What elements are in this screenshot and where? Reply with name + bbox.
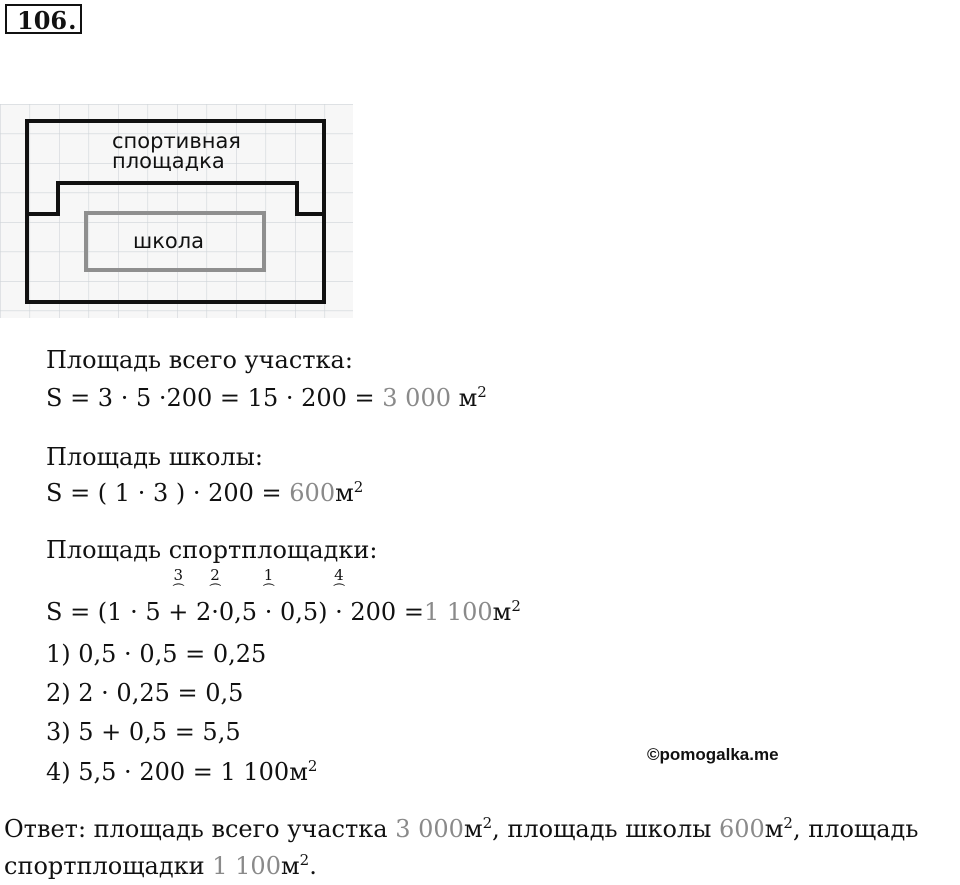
order-brace-icon: ⏜ — [262, 583, 275, 597]
site-plan-figure — [0, 104, 355, 320]
sports-label-line1: спортивная — [112, 129, 241, 153]
order-brace-icon: ⏜ — [209, 583, 221, 597]
school-label: школа — [133, 229, 205, 253]
answer-unit-1: м — [463, 815, 483, 843]
answer-text-1: Ответ: площадь всего участка — [4, 815, 396, 843]
total-unit: м — [451, 384, 478, 412]
problem-number: 106 — [17, 6, 68, 35]
answer-line-2 — [4, 852, 317, 883]
op-plus — [168, 566, 189, 626]
sport-formula-part5: 200 = — [342, 598, 424, 626]
watermark: ©pomogalka.me — [647, 745, 779, 764]
school-formula-text: S = ( 1 · 3 ) · 200 = — [46, 479, 290, 507]
total-result: 3 000 — [382, 384, 451, 412]
step-4 — [46, 758, 317, 789]
answer-sup-2: 2 — [783, 814, 793, 832]
sport-formula-part1: S = (1 · 5 — [46, 598, 169, 626]
order-4: 4 — [334, 566, 344, 584]
order-brace-icon: ⏜ — [172, 583, 185, 597]
answer-text-2: , площадь школы — [492, 815, 719, 843]
order-3: 3 — [173, 566, 184, 584]
sports-label-line2: площадка — [112, 149, 225, 173]
answer-sup-1: 2 — [482, 814, 493, 832]
total-formula — [46, 384, 487, 415]
sport-formula — [46, 566, 521, 629]
order-brace-icon: ⏜ — [333, 583, 345, 597]
school-result: 600 — [289, 479, 336, 507]
school-formula — [46, 479, 363, 510]
op-mult-sign: · — [264, 598, 273, 626]
op-mult-2 — [262, 566, 275, 626]
step-2: 2) 2 · 0,25 = 0,5 — [46, 679, 244, 707]
school-heading: Площадь школы: — [46, 443, 263, 471]
total-formula-text: S = 3 · 5 ·200 = 15 · 200 = — [46, 384, 383, 412]
answer-line-1 — [4, 815, 918, 846]
sport-heading: Площадь спортплощадки: — [46, 536, 378, 564]
sport-unit-sup: 2 — [511, 597, 521, 615]
answer-school-value: 600 — [718, 815, 765, 843]
op-mult-sign: · — [211, 598, 219, 626]
step-4-sup: 2 — [307, 757, 318, 775]
total-heading: Площадь всего участка: — [46, 346, 353, 374]
order-1: 1 — [263, 566, 274, 584]
answer-sup-3: 2 — [299, 851, 310, 869]
answer-sport-value: 1 100 — [212, 852, 281, 880]
total-unit-sup: 2 — [477, 383, 487, 401]
answer-text-3: , площадь — [792, 815, 919, 843]
problem-number-dot: . — [68, 6, 77, 35]
sport-result: 1 100 — [423, 598, 493, 626]
school-unit: м — [335, 479, 354, 507]
answer-unit-2: м — [764, 815, 784, 843]
answer-unit-3: м — [280, 852, 300, 880]
answer-period: . — [309, 852, 317, 880]
sport-formula-part2: 2 — [188, 598, 212, 626]
op-mult-3 — [333, 566, 345, 626]
step-1: 1) 0,5 · 0,5 = 0,25 — [46, 640, 267, 668]
school-unit-sup: 2 — [353, 478, 364, 496]
problem-number-box — [5, 4, 82, 34]
op-plus-sign: + — [168, 598, 189, 626]
answer-text-4: спортплощадки — [4, 852, 213, 880]
sport-unit: м — [492, 598, 512, 626]
order-2: 2 — [210, 566, 220, 584]
op-mult-1 — [209, 566, 221, 626]
op-mult-sign: · — [335, 598, 343, 626]
sport-formula-part3: 0,5 — [218, 598, 265, 626]
step-3: 3) 5 + 0,5 = 5,5 — [46, 718, 241, 746]
sport-formula-part4: 0,5) — [272, 598, 336, 626]
answer-total-value: 3 000 — [395, 815, 464, 843]
step-4-text: 4) 5,5 · 200 = 1 100м — [46, 758, 308, 786]
